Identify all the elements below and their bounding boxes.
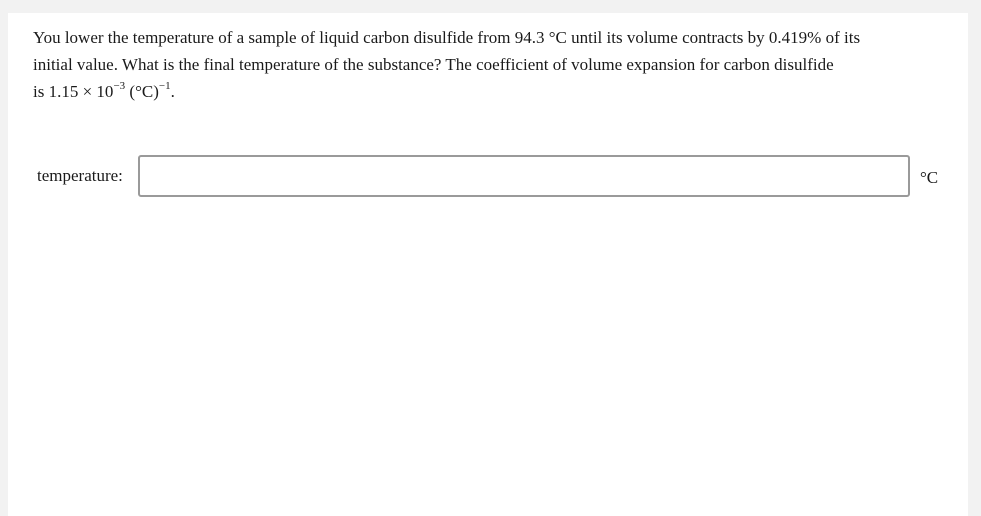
question-panel (8, 13, 968, 516)
coefficient-prefix: is 1.15 × 10 (33, 82, 114, 101)
question-text (33, 24, 933, 105)
question-line-1: You lower the temperature of a sample of liquid carbon disulfide from 94.3 °C until its volume contracts by 0.419% of its (33, 28, 861, 47)
temperature-label: temperature: (37, 166, 123, 185)
coefficient-suffix: . (170, 82, 175, 101)
temperature-unit: °C (920, 168, 939, 187)
answer-row (37, 155, 947, 197)
question-line-2: initial value. What is the final temperature of the substance? The coefficient of volume expansion for carbon disulfide (33, 55, 834, 74)
question-line-3 (33, 78, 933, 105)
coefficient-exponent: −3 (113, 80, 126, 93)
coefficient-unit: (°C) (125, 82, 159, 101)
temperature-input[interactable] (138, 155, 910, 197)
coefficient-unit-exponent: −1 (158, 80, 171, 93)
